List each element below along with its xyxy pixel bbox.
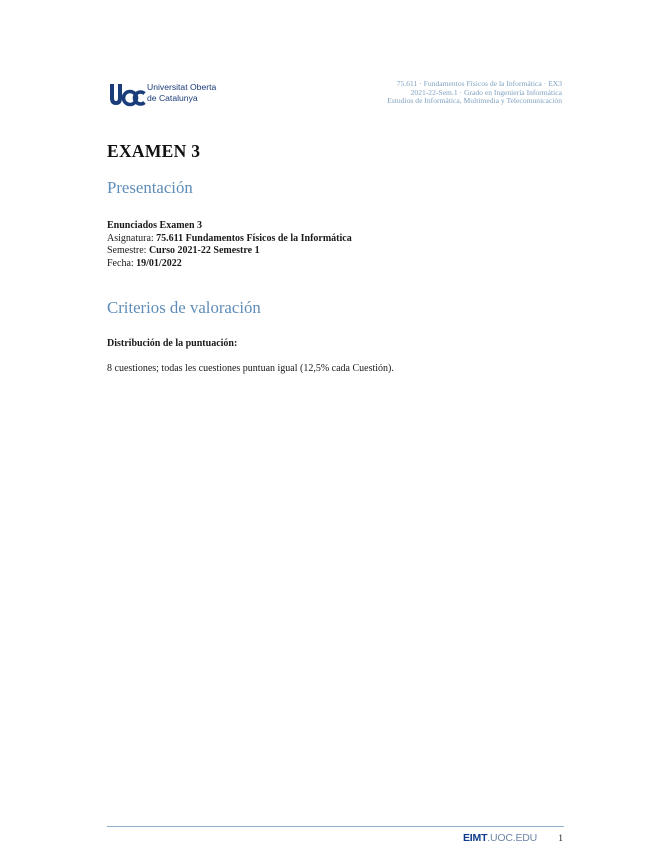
logo-line-2: de Catalunya [147, 92, 198, 103]
exam-title: EXAMEN 3 [107, 141, 201, 161]
enunciados-text: Enunciados Examen 3 [107, 220, 203, 231]
fecha-value: 19/01/2022 [136, 257, 182, 269]
distribution-label: Distribución de la puntuación: [107, 338, 238, 349]
uoc-logo [108, 80, 224, 110]
enunciados-line [107, 220, 352, 233]
uoc-logo-mark-icon [108, 80, 146, 110]
header-studies-line: Estudios de Informática, Multimedia y Telecomunicación [387, 96, 562, 106]
semestre-value: Curso 2021-22 Semestre 1 [148, 245, 260, 256]
footer-brand-strong: EIMT [463, 832, 488, 844]
presentation-heading: Presentación [107, 178, 193, 197]
logo-line-1: Universitat Oberta [147, 82, 217, 92]
uoc-logo-text [147, 82, 216, 103]
asignatura-value: 75.611 Fundamentos Físicos de la Informática [156, 232, 352, 244]
document-header-info [387, 80, 562, 106]
page-number: 1 [558, 834, 563, 844]
fecha-label: Fecha: [107, 257, 137, 269]
semestre-line [107, 245, 352, 258]
eimt-footer-link[interactable] [463, 832, 537, 844]
asignatura-label: Asignatura: [107, 232, 157, 244]
asignatura-line [107, 233, 352, 246]
fecha-line [107, 258, 352, 271]
exam-info-block [107, 220, 352, 270]
distribution-text: 8 cuestiones; todas les cuestiones puntuan igual (12,5% cada Cuestión). [107, 363, 394, 374]
footer-divider [107, 826, 564, 827]
header-course-line: 75.611 · Fundamentos Físicos de la Informática · EX3 [396, 79, 562, 88]
header-semester-line: 2021-22-Sem.1 · Grado en Ingeniería Informática [410, 87, 562, 97]
semestre-label: Semestre: [107, 245, 149, 256]
criteria-heading: Criterios de valoración [107, 298, 261, 317]
footer-brand-light: .UOC.EDU [487, 832, 538, 844]
